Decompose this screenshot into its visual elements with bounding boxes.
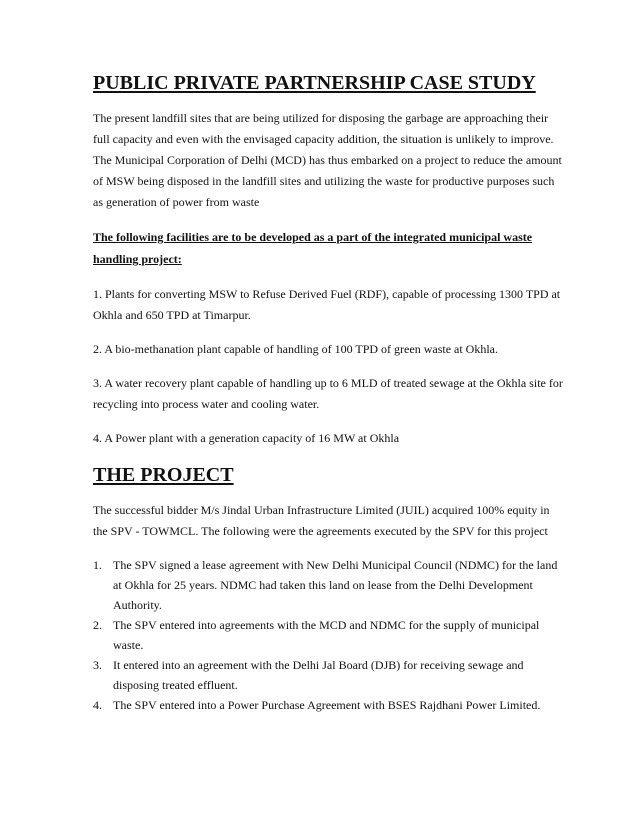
document-title: PUBLIC PRIVATE PARTNERSHIP CASE STUDY xyxy=(93,72,536,94)
agreement-number: 4. xyxy=(93,698,102,712)
agreement-item-1 xyxy=(93,555,563,615)
agreement-text: The SPV entered into a Power Purchase Agreement with BSES Rajdhani Power Limited. xyxy=(113,698,541,712)
facility-item-1: 1. Plants for converting MSW to Refuse Derived Fuel (RDF), capable of processing 1300 TPD at Okhla and 650 TPD at Timarpur. xyxy=(93,287,561,322)
agreement-number: 3. xyxy=(93,658,102,672)
agreement-item-3 xyxy=(93,655,563,695)
facility-item-4: 4. A Power plant with a generation capacity of 16 MW at Okhla xyxy=(93,431,400,445)
agreement-text: The SPV entered into agreements with the MCD and NDMC for the supply of municipal waste. xyxy=(113,618,540,652)
project-intro-paragraph: The successful bidder M/s Jindal Urban Infrastructure Limited (JUIL) acquired 100% equity in the SPV - TOWMCL. The following were the agreements executed by the SPV for this project xyxy=(93,503,550,538)
agreement-number: 1. xyxy=(93,558,102,572)
intro-paragraph: The present landfill sites that are being utilized for disposing the garbage are approaching their full capacity and even with the envisaged capacity addition, the situation is unlikely to improve. The Municipal Corporation of Delhi (MCD) has thus embarked on a project to reduce the amount of MSW being disposed in the landfill sites and utilizing the waste for productive purposes such as generation of power from waste xyxy=(93,111,562,209)
agreements-list xyxy=(93,555,563,715)
facility-item-2: 2. A bio-methanation plant capable of handling of 100 TPD of green waste at Okhla. xyxy=(93,342,499,356)
agreement-number: 2. xyxy=(93,618,102,632)
facility-item-3: 3. A water recovery plant capable of handling up to 6 MLD of treated sewage at the Okhla site for recycling into process water and cooling water. xyxy=(93,376,563,411)
document-page xyxy=(93,70,563,715)
project-section-title: THE PROJECT xyxy=(93,464,234,486)
agreement-item-4 xyxy=(93,695,563,715)
facilities-heading: The following facilities are to be developed as a part of the integrated municipal waste handling project: xyxy=(93,230,533,266)
agreement-text: It entered into an agreement with the Delhi Jal Board (DJB) for receiving sewage and disposing treated effluent. xyxy=(113,658,524,692)
agreement-text: The SPV signed a lease agreement with New Delhi Municipal Council (NDMC) for the land at Okhla for 25 years. NDMC had taken this land on lease from the Delhi Development Authority. xyxy=(113,558,558,612)
agreement-item-2 xyxy=(93,615,563,655)
